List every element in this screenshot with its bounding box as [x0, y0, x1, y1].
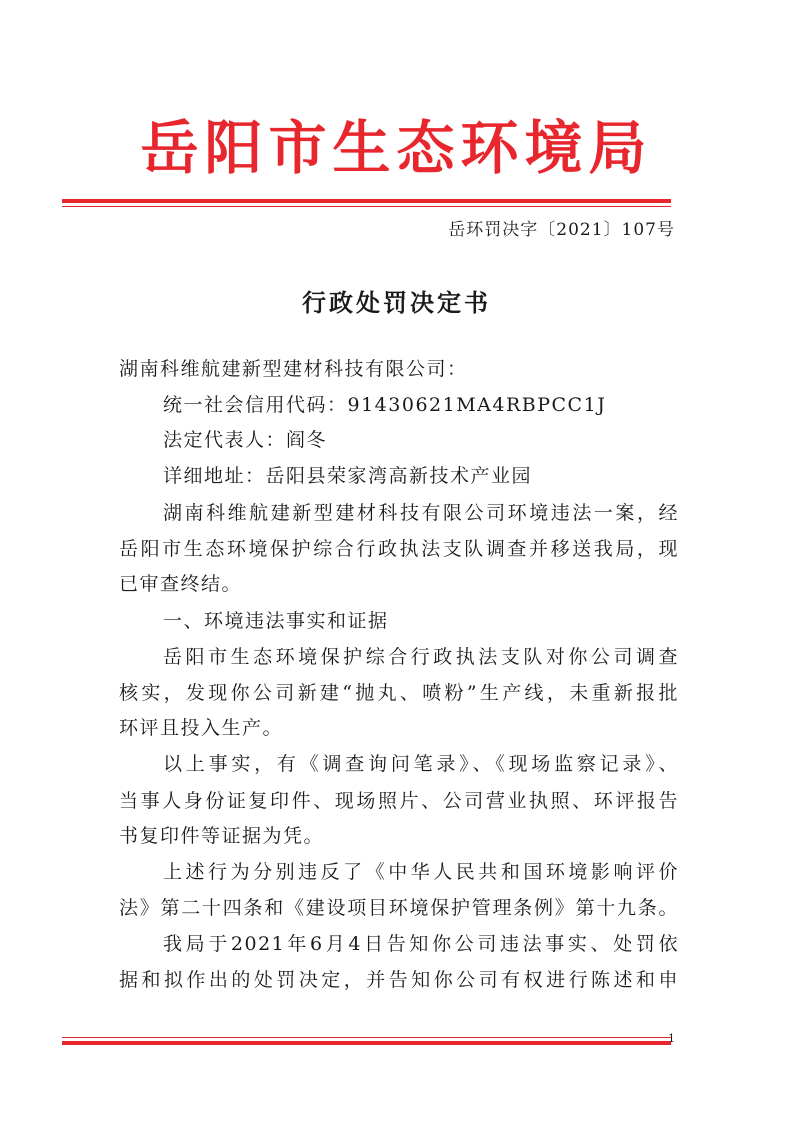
paragraph-line: 岳阳市生态环境保护综合行政执法支队对你公司调查 [163, 646, 679, 668]
paragraph-line: 已审查终结。 [119, 573, 243, 595]
paragraph-line: 法》第二十四条和《建设项目环境保护管理条例》第十九条。 [119, 897, 679, 919]
paragraph-line: 核实，发现你公司新建“抛丸、喷粉”生产线，未重新报批 [119, 682, 679, 704]
address-line: 详细地址：岳阳县荣家湾高新技术产业园 [163, 465, 533, 487]
paragraph-line: 上述行为分别违反了《中华人民共和国环境影响评价 [163, 861, 679, 883]
footer-rule-thin [62, 1037, 671, 1038]
paragraph-line: 以上事实，有《调查询问笔录》、《现场监察记录》、 [163, 753, 679, 775]
document-title: 行政处罚决定书 [302, 289, 491, 317]
paragraph-line: 书复印件等证据为凭。 [119, 825, 325, 847]
credit-code-line: 统一社会信用代码：91430621MA4RBPCC1J [163, 394, 607, 416]
header-rule-thick [62, 199, 671, 203]
document-number: 岳环罚决字〔2021〕107号 [448, 220, 675, 240]
agency-header: 岳阳市生态环境局 [140, 114, 653, 182]
paragraph-line: 我局于2021年6月4日告知你公司违法事实、处罚依 [163, 933, 679, 955]
addressee-line: 湖南科维航建新型建材科技有限公司： [119, 358, 468, 380]
page-number: 1 [668, 1032, 675, 1045]
section-heading: 一、环境违法事实和证据 [163, 610, 389, 632]
paragraph-line: 岳阳市生态环境保护综合行政执法支队调查并移送我局，现 [119, 538, 679, 560]
paragraph-line: 据和拟作出的处罚决定，并告知你公司有权进行陈述和申 [119, 969, 679, 991]
paragraph-line: 湖南科维航建新型建材科技有限公司环境违法一案，经 [163, 502, 679, 524]
footer-rule-thick [62, 1041, 671, 1045]
paragraph-line: 环评且投入生产。 [119, 717, 284, 739]
legal-rep-line: 法定代表人：阎冬 [163, 429, 328, 451]
header-rule-thin [62, 206, 671, 207]
paragraph-line: 当事人身份证复印件、现场照片、公司营业执照、环评报告 [119, 790, 679, 812]
